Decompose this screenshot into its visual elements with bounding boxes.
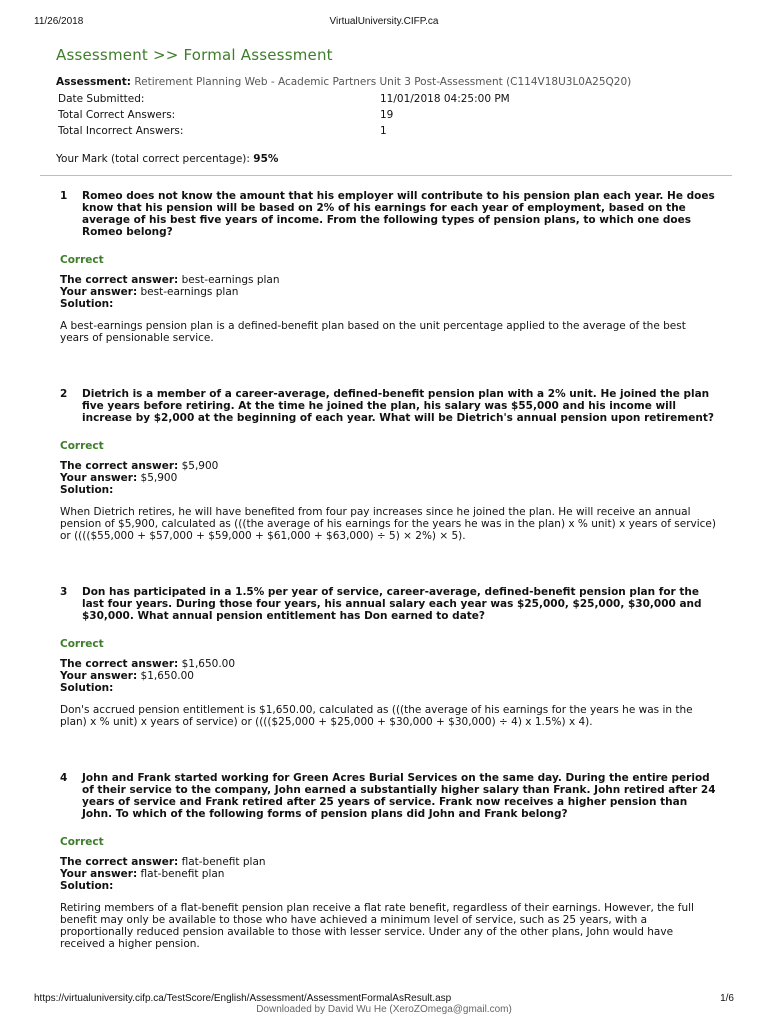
your-answer: $5,900	[140, 472, 178, 484]
solution-label: Solution:	[60, 298, 114, 310]
question-text: John and Frank started working for Green Acres Burial Services on the same day. During the entire period of their service to the company, John earned a substantially higher salary than Frank. John retired after 24 years of service and Frank retired after 25 years of service. Frank now receives a higher pension than John. To which of the following forms of pension plans did John and Frank belong?	[82, 772, 716, 820]
page-number: 1/6	[720, 993, 734, 1004]
print-url: https://virtualuniversity.cifp.ca/TestScore/English/Assessment/AssessmentFormalAsResult.asp	[34, 993, 452, 1004]
print-site-title: VirtualUniversity.CIFP.ca	[329, 16, 439, 27]
answer-block	[60, 658, 716, 694]
status-correct: Correct	[60, 254, 104, 266]
assessment-name-line	[56, 76, 716, 88]
your-answer-label: Your answer:	[60, 868, 138, 880]
mark-value: 95%	[253, 153, 279, 165]
your-answer-label: Your answer:	[60, 286, 138, 298]
question-2	[56, 388, 716, 572]
question-3	[56, 586, 716, 758]
solution-text: Don's accrued pension entitlement is $1,650.00, calculated as (((the average of his earnings for the years he was in the plan) x % unit) x years of service) or (((($25,000 + $25,000 + $30,000 + $30,000) ÷ 4) x 1.5%) x 4).	[60, 704, 693, 728]
summary-value: 1	[380, 125, 387, 137]
assessment-summary	[56, 76, 716, 165]
summary-label: Total Incorrect Answers:	[58, 125, 184, 137]
question-number: 3	[60, 586, 68, 598]
correct-answer: flat-benefit plan	[181, 856, 266, 868]
correct-answer-label: The correct answer:	[60, 274, 179, 286]
print-header	[34, 16, 734, 30]
summary-row-total-incorrect	[56, 123, 716, 139]
question-text: Romeo does not know the amount that his employer will contribute to his pension plan each year. He does know that his pension will be based on 2% of his earnings for each year of employment, based on the average of his best five years of income. From the following types of pension plans, to which one does Romeo belong?	[82, 190, 715, 238]
answer-block	[60, 856, 716, 892]
summary-value: 11/01/2018 04:25:00 PM	[380, 93, 510, 105]
summary-value: 19	[380, 109, 394, 121]
solution-text: Retiring members of a flat-benefit pension plan receive a flat rate benefit, regardless of their earnings. However, the full benefit may only be available to those who have achieved a minimum level of service, such as 25 years, with a proportionally reduced pension available to those with lesser service. Under any of the other plans, John would have received a higher pension.	[60, 902, 694, 950]
mark-label: Your Mark (total correct percentage):	[56, 153, 250, 165]
print-date: 11/26/2018	[34, 16, 84, 27]
status-correct: Correct	[60, 638, 104, 650]
correct-answer-label: The correct answer:	[60, 460, 179, 472]
divider	[40, 175, 732, 176]
question-number: 1	[60, 190, 68, 202]
solution-label: Solution:	[60, 880, 114, 892]
your-answer: $1,650.00	[140, 670, 194, 682]
your-mark	[56, 153, 716, 165]
answer-block	[60, 460, 716, 496]
download-watermark: Downloaded by David Wu He (XeroZOmega@gmail.com)	[256, 1004, 512, 1015]
correct-answer: $1,650.00	[181, 658, 236, 670]
summary-label: Total Correct Answers:	[58, 109, 176, 121]
assessment-name: Retirement Planning Web - Academic Partners Unit 3 Post-Assessment (C114V18U3L0A25Q20)	[134, 76, 632, 88]
status-correct: Correct	[60, 836, 104, 848]
question-4	[56, 772, 716, 950]
your-answer-label: Your answer:	[60, 670, 138, 682]
correct-answer: $5,900	[181, 460, 219, 472]
solution-label: Solution:	[60, 682, 114, 694]
summary-label: Date Submitted:	[58, 93, 145, 105]
your-answer: best-earnings plan	[140, 286, 239, 298]
question-number: 4	[60, 772, 68, 784]
solution-text: A best-earnings pension plan is a defined-benefit plan based on the unit percentage applied to the average of the best years of pensionable service.	[60, 320, 686, 344]
assessment-label: Assessment:	[56, 76, 132, 88]
question-text: Don has participated in a 1.5% per year of service, career-average, defined-benefit pension plan for the last four years. During those four years, his annual salary each year was $25,000, $25,000, $30,000 and $30,000. What annual pension entitlement has Don earned to date?	[82, 586, 702, 622]
your-answer-label: Your answer:	[60, 472, 138, 484]
summary-row-total-correct	[56, 107, 716, 123]
solution-text: When Dietrich retires, he will have benefited from four pay increases since he joined the plan. He will receive an annual pension of $5,900, calculated as (((the average of his earnings for the years he was in the plan) x % unit) x years of service) or (((($55,000 + $57,000 + $59,000 + $61,000 + $63,000) ÷ 5) × 2%) × 5).	[60, 506, 716, 542]
page-title: Assessment >> Formal Assessment	[56, 46, 333, 64]
question-1	[56, 190, 716, 374]
question-text: Dietrich is a member of a career-average, defined-benefit pension plan with a 2% unit. He joined the plan five years before retiring. At the time he joined the plan, his salary was $55,000 and his income will increase by $2,000 at the beginning of each year. What will be Dietrich's annual pension upon retirement?	[82, 388, 714, 424]
correct-answer-label: The correct answer:	[60, 658, 179, 670]
summary-row-date-submitted	[56, 91, 716, 107]
correct-answer-label: The correct answer:	[60, 856, 179, 868]
question-number: 2	[60, 388, 68, 400]
status-correct: Correct	[60, 440, 104, 452]
assessment-result	[56, 46, 716, 950]
your-answer: flat-benefit plan	[140, 868, 225, 880]
answer-block	[60, 274, 716, 310]
solution-label: Solution:	[60, 484, 114, 496]
correct-answer: best-earnings plan	[181, 274, 280, 286]
